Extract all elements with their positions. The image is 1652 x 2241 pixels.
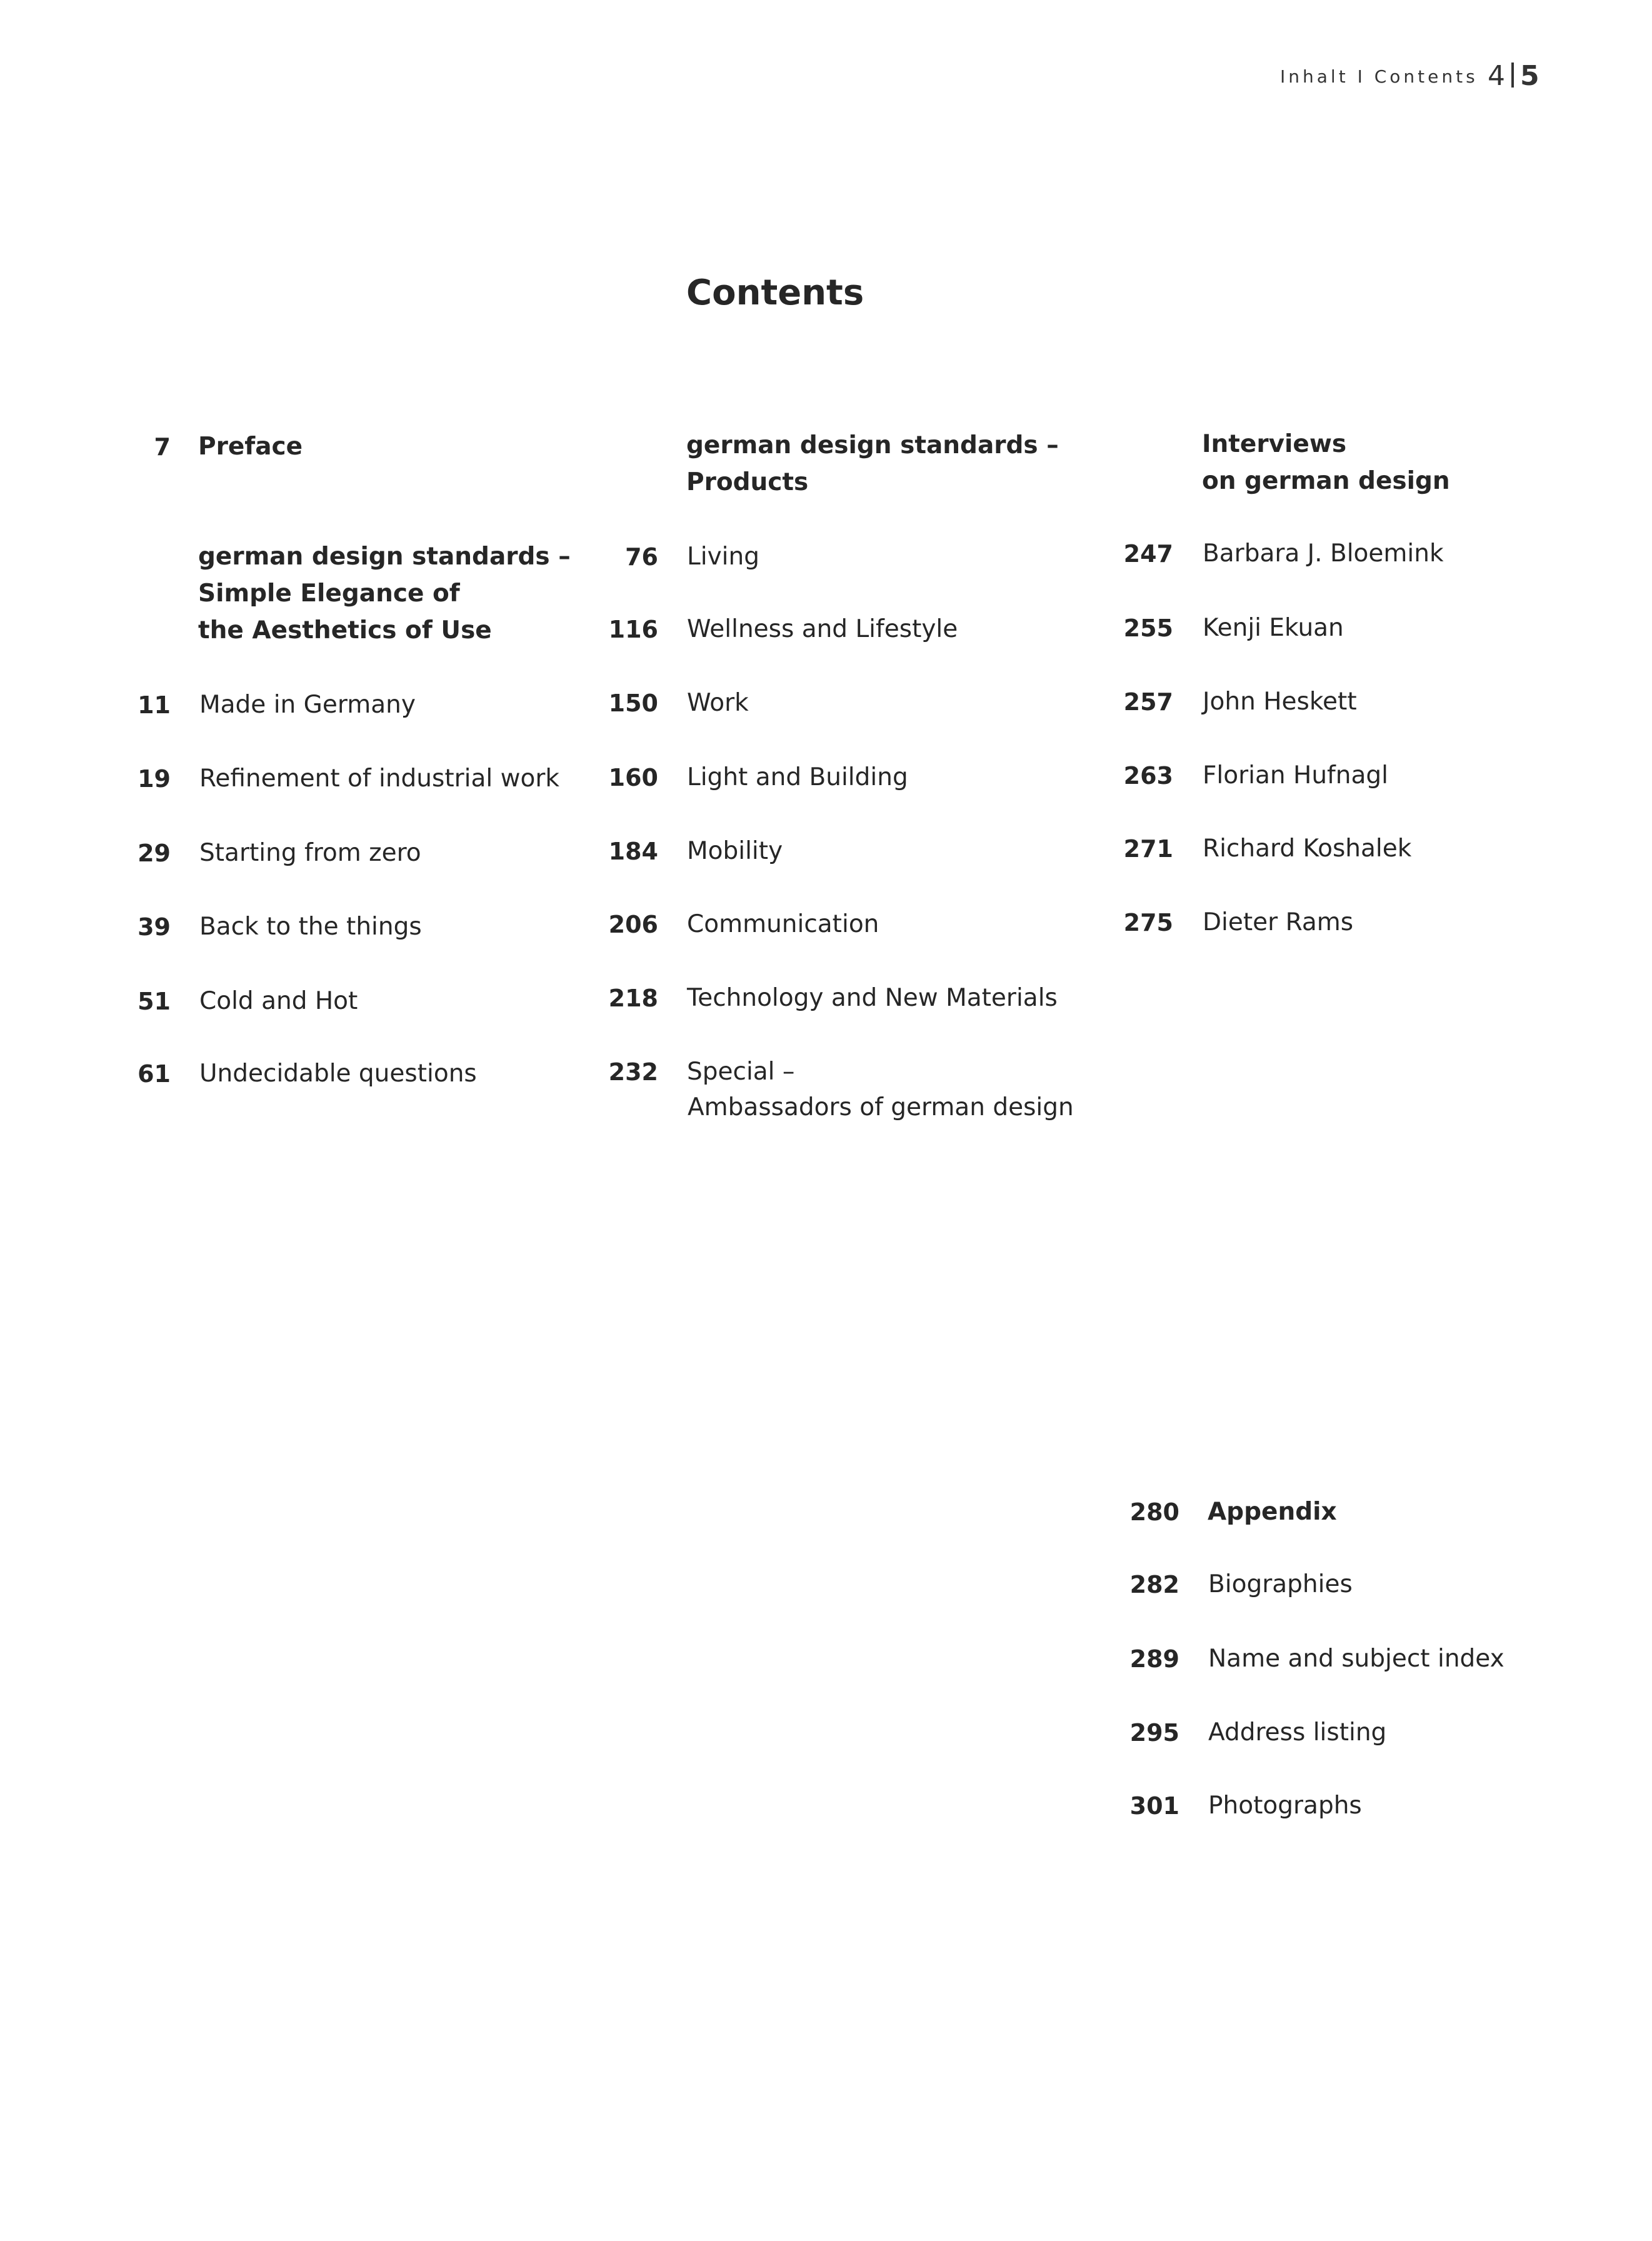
toc-page-number: 116 [608,616,658,643]
toc-page-number: 257 [1123,688,1173,716]
section-heading-line: the Aesthetics of Use [198,616,492,644]
section-heading-line: on german design [1202,467,1450,495]
page-divider [1511,63,1514,88]
toc-entry: Kenji Ekuan [1203,614,1344,642]
toc-entry: Barbara J. Bloemink [1203,539,1444,568]
toc-page-number: 206 [608,911,658,938]
toc-entry: Communication [687,910,879,938]
toc-entry: Address listing [1208,1718,1387,1747]
toc-entry: Biographies [1208,1570,1353,1598]
toc-page-number: 247 [1123,540,1173,568]
toc-entry: Dieter Rams [1203,908,1354,936]
toc-page-number: 150 [608,689,658,717]
toc-page-number: 51 [138,988,171,1015]
toc-page-number: 184 [608,838,658,865]
section-heading-line: Products [686,468,809,496]
toc-entry: Starting from zero [199,839,421,867]
toc-entry: Wellness and Lifestyle [687,615,958,643]
section-heading-line: german design standards – [198,543,571,571]
toc-page-number: 301 [1129,1792,1179,1820]
toc-page-number: 271 [1123,835,1173,863]
toc-page-number: 39 [138,913,171,941]
toc-page-number: 11 [138,691,171,719]
toc-entry: Mobility [687,837,783,865]
section-heading-line: german design standards – [686,431,1059,459]
toc-entry: Light and Building [687,763,908,791]
toc-entry-preface: Preface [198,433,303,461]
toc-page-number: 76 [625,543,658,571]
section-heading-line: Simple Elegance of [198,579,460,608]
toc-entry: Living [687,543,759,571]
toc-entry: Richard Koshalek [1203,835,1412,863]
toc-entry-appendix: Appendix [1208,1498,1337,1526]
toc-page-number: 7 [154,433,171,461]
toc-entry: Work [687,689,749,717]
toc-entry: Cold and Hot [199,987,358,1015]
toc-page-number: 280 [1129,1498,1179,1526]
toc-page-number: 263 [1123,762,1173,790]
toc-page-number: 19 [138,765,171,793]
toc-entry: John Heskett [1203,688,1357,716]
toc-entry: Back to the things [199,913,422,941]
page-numbers [1488,60,1539,92]
page-title: Contents [686,273,864,313]
toc-entry: Technology and New Materials [687,984,1058,1012]
toc-page-number: 29 [138,840,171,867]
toc-page-number: 232 [608,1058,658,1086]
toc-page-number: 295 [1129,1719,1179,1747]
toc-entry: Name and subject index [1208,1645,1504,1673]
toc-entry-line2: Ambassadors of german design [688,1093,1074,1121]
toc-page-number: 289 [1129,1645,1179,1673]
toc-page-number: 218 [608,985,658,1012]
toc-entry: Refinement of industrial work [199,765,560,793]
running-header: Inhalt I Contents [1280,66,1478,87]
toc-page-number: 282 [1129,1571,1179,1598]
toc-entry: Special – [687,1058,795,1086]
section-heading-line: Interviews [1202,430,1347,458]
toc-entry: Made in Germany [199,691,416,719]
page-right: 5 [1520,60,1539,92]
page-left: 4 [1488,60,1505,92]
toc-page-number: 61 [138,1060,171,1088]
toc-entry: Florian Hufnagl [1203,761,1388,790]
toc-page-number: 160 [608,764,658,791]
toc-page-number: 275 [1123,909,1173,936]
toc-page-number: 255 [1123,614,1173,642]
toc-entry: Photographs [1208,1792,1362,1820]
toc-entry: Undecidable questions [199,1060,477,1088]
